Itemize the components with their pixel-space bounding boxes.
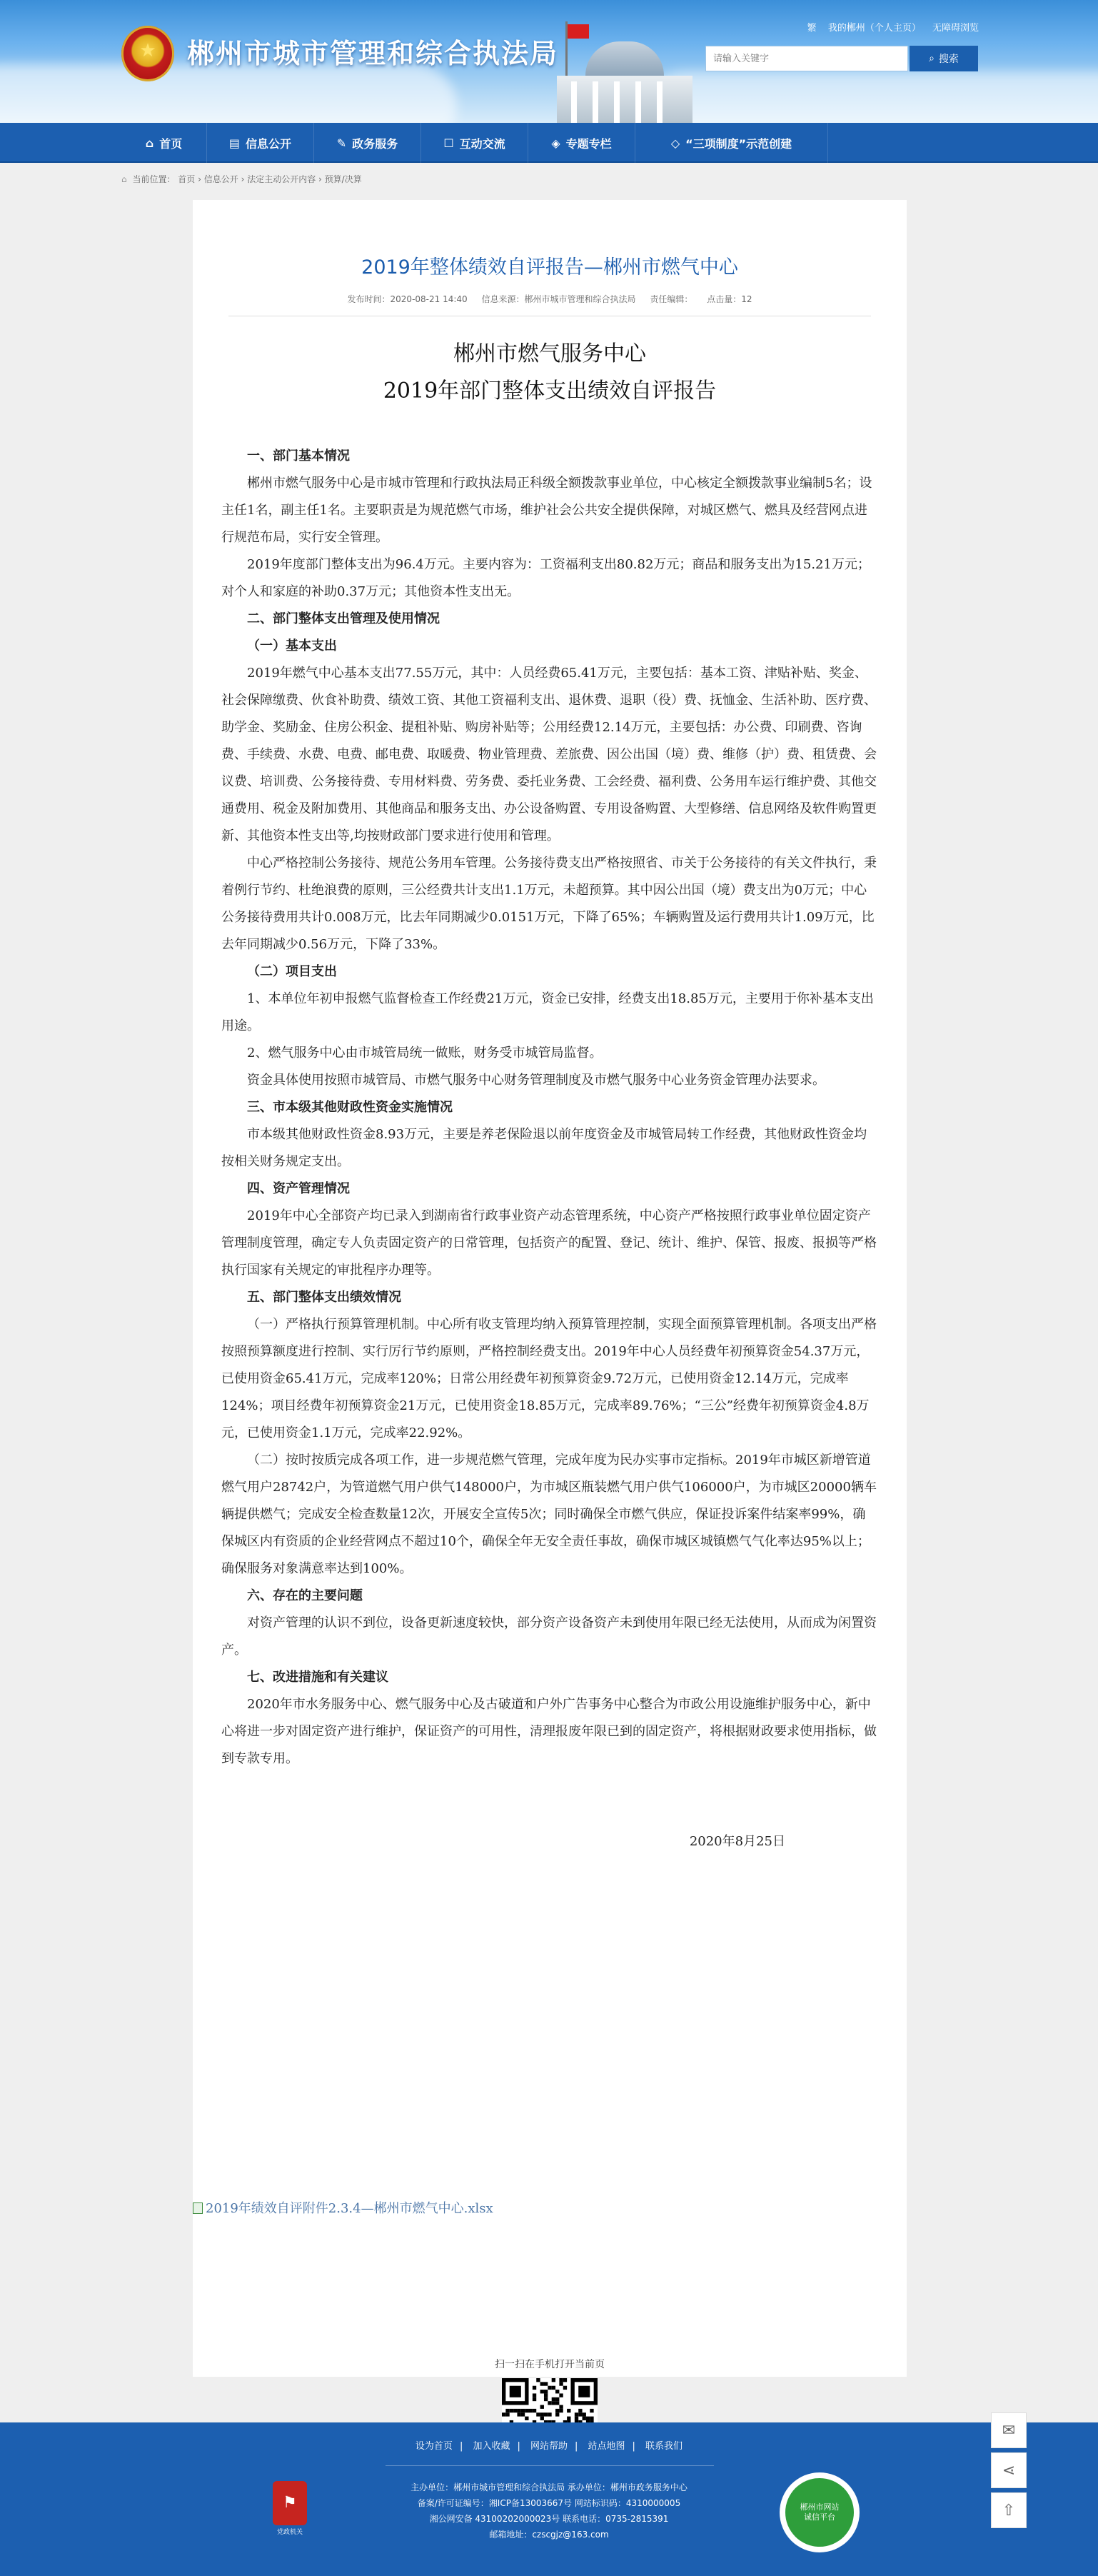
breadcrumb-home[interactable]: 首页 [178, 174, 196, 184]
section-heading: 一、部门基本情况 [247, 448, 350, 463]
date-signature: 2020年8月25日 [689, 1834, 785, 1849]
traditional-chinese-link[interactable]: 繁 [807, 23, 817, 34]
paragraph: 1、本单位年初申报燃气监督检查工作经费21万元，资金已安排，经费支出18.85万元，主要用于你补基本支出用途。 [221, 991, 874, 1033]
search-icon: ⌕ [929, 53, 935, 64]
info-source: 信息来源：郴州市城市管理和综合执法局 [481, 294, 636, 304]
nav-interaction[interactable]: ☐ 互动交流 [421, 123, 528, 163]
home-icon: ⌂ [145, 136, 154, 150]
section-heading: （一）基本支出 [247, 638, 337, 653]
footer-link-homepage[interactable]: 设为首页 [415, 2441, 453, 2452]
paragraph: 资金具体使用按照市城管局、市燃气服务中心财务管理制度及市燃气服务中心业务资金管理办法要求。 [247, 1073, 825, 1088]
section-heading: 五、部门整体支出绩效情况 [247, 1290, 401, 1305]
breadcrumb-budget[interactable]: 预算/决算 [324, 174, 362, 184]
section-heading: 三、市本级其他财政性资金实施情况 [247, 1100, 453, 1115]
paragraph: 中心严格控制公务接待、规范公务用车管理。公务接待费支出严格按照省、市关于公务接待的有关文件执行，秉着例行节约、杜绝浪费的原则，三公经费共计支出1.1万元，未超预算。其中因公出国（境）费支出为0万元；中心公务接待费用共计0.008万元，比去年同期减少0.0151万元，下降了65%；车辆购置及运行费用共计1.09万元，比去年同期减少0.56万元，下降了33%。 [221, 856, 877, 952]
integrity-badge[interactable]: 郴州市网站 诚信平台 [780, 2472, 860, 2552]
section-heading: 七、改进措施和有关建议 [247, 1670, 388, 1685]
site-header [0, 0, 1098, 123]
breadcrumb: ⌂ 当前位置： 首页 › 信息公开 › 法定主动公开内容 › 预算/决算 [121, 174, 362, 184]
publish-date: 发布时间：2020-08-21 14:40 [347, 294, 468, 304]
paragraph: （二）按时按质完成各项工作，进一步规范燃气管理，完成年度为民办实事市定指标。2019年市城区新增管道燃气用户28742户，为管道燃气用户供气148000户，为市城区瓶装燃气用户供气106000户，为市城区20000辆车辆提供燃气；完成安全检查数量12次，开展安全宣传5次；同时确保全市燃气供应，保证投诉案件结案率99%，确保城区内有资质的企业经营网点不超过10个，确保全年无安全责任事故，确保市城区城镇燃气气化率达95%以上；确保服务对象满意率达到100%。 [221, 1453, 877, 1576]
footer-link-sitemap[interactable]: 站点地图 [588, 2441, 625, 2452]
editor: 责任编辑： [650, 294, 693, 304]
paragraph: 市本级其他财政性资金8.93万元，主要是养老保险退以前年度资金及市城管局转工作经费，其他财政性资金均按相关财务规定支出。 [221, 1127, 867, 1169]
footer-link-help[interactable]: 网站帮助 [530, 2441, 568, 2452]
share-icon[interactable]: ⋖ [991, 2452, 1027, 2488]
section-heading: 二、部门整体支出管理及使用情况 [247, 611, 440, 626]
footer-links: 设为首页 | 加入收藏 | 网站帮助 | 站点地图 | 联系我们 [415, 2441, 683, 2452]
chat-icon: ☐ [443, 136, 454, 150]
building-illustration [543, 21, 707, 123]
paragraph: 2、燃气服务中心由市城管局统一做账，财务受市城管局监督。 [247, 1046, 603, 1061]
section-heading: （二）项目支出 [247, 964, 337, 979]
wechat-icon[interactable]: ✉ [991, 2412, 1027, 2448]
article-title: 2019年整体绩效自评报告—郴州市燃气中心 [361, 256, 738, 279]
article-card [193, 200, 907, 2377]
party-gov-badge[interactable]: ⚑ 党政机关 [273, 2481, 307, 2525]
layers-icon: ◇ [670, 136, 680, 150]
breadcrumb-info-public[interactable]: 信息公开 [203, 174, 238, 184]
breadcrumb-statutory[interactable]: 法定主动公开内容 [247, 174, 316, 184]
my-page-link[interactable]: 我的郴州（个人主页） [827, 23, 921, 34]
site-footer [0, 2422, 1098, 2576]
excel-file-icon [193, 2202, 203, 2214]
section-heading: 四、资产管理情况 [247, 1181, 350, 1196]
search-box [705, 46, 908, 71]
nav-info-public[interactable]: ▤ 信息公开 [207, 123, 314, 163]
footer-police: 湘公网安备 43100202000023号 联系电话：0735-2815391 [429, 2514, 669, 2524]
footer-info [0, 2480, 1098, 2542]
article-body [221, 443, 878, 1855]
footer-host: 主办单位：郴州市城市管理和综合执法局 承办单位：郴州市政务服务中心 [411, 2482, 687, 2492]
paragraph: 2019年燃气中心基本支出77.55万元，其中：人员经费65.41万元，主要包括：基本工资、津贴补贴、奖金、社会保障缴费、伙食补助费、绩效工资、其他工资福利支出、退休费、退职（役）费、抚恤金、生活补助、医疗费、助学金、奖励金、住房公积金、提租补贴、购房补贴等；公用经费12.14万元，主要包括：办公费、印刷费、咨询费、手续费、水费、电费、邮电费、取暖费、物业管理费、差旅费、因公出国（境）费、维修（护）费、租赁费、会议费、培训费、公务接待费、专用材料费、劳务费、委托业务费、工会经费、福利费、公务用车运行维护费、其他交通费用、税金及附加费用、其他商品和服务支出、办公设备购置、专用设备购置、大型修缮、信息网络及软件购置更新、其他资本性支出等,均按财政部门要求进行使用和管理。 [221, 666, 877, 843]
search-input[interactable] [706, 46, 907, 71]
site-title[interactable]: 郴州市城市管理和综合执法局 [187, 37, 559, 69]
attachment-link[interactable]: 2019年绩效自评附件2.3.4—郴州市燃气中心.xlsx [193, 2198, 493, 2217]
document-icon: ▤ [228, 136, 241, 150]
section-heading: 六、存在的主要问题 [247, 1588, 363, 1603]
edit-icon: ✎ [336, 136, 347, 150]
doc-title-line2: 2019年部门整体支出绩效自评报告 [383, 379, 717, 404]
side-tools [991, 2412, 1027, 2532]
search-button[interactable]: ⌕ 搜索 [910, 46, 978, 71]
doc-title-line1: 郴州市燃气服务中心 [453, 341, 646, 366]
qr-label: 扫一扫在手机打开当前页 [495, 2359, 605, 2370]
paragraph: （一）严格执行预算管理机制。中心所有收支管理均纳入预算管理控制，实现全面预算管理机制。各项支出严格按照预算额度进行控制、实行厉行节约原则，严格控制经费支出。2019年中心人员经费年初预算资金54.37万元，已使用资金65.41万元，完成率120%；日常公用经费年初预算资金9.72万元，已使用资金12.14万元，完成率124%；项目经费年初预算资金21万元，已使用资金18.85万元，完成率89.76%；“三公”经费年初预算资金4.8万元，已使用资金1.1万元，完成率22.92%。 [221, 1317, 877, 1440]
top-links [799, 20, 979, 34]
paragraph: 郴州市燃气服务中心是市城市管理和行政执法局正科级全额拨款事业单位，中心核定全额拨款事业编制5名；设主任1名，副主任1名。主要职责是为规范燃气市场，维护社会公共安全提供保障，对城区燃气、燃具及经营网点进行规范布局，实行安全管理。 [221, 476, 872, 545]
footer-link-contact[interactable]: 联系我们 [645, 2441, 683, 2452]
nav-three-systems[interactable]: ◇ “三项制度”示范创建 [635, 123, 828, 163]
hit-count: 点击量：12 [707, 294, 752, 304]
cube-icon: ◈ [551, 136, 560, 150]
footer-icp: 备案/许可证编号：湘ICP备13003667号 网站标识码：4310000005 [417, 2498, 681, 2508]
main-nav [0, 123, 1098, 163]
home-icon: ⌂ [121, 174, 127, 184]
accessibility-link[interactable]: 无障碍浏览 [932, 23, 979, 34]
nav-home[interactable]: ⌂ 首页 [121, 123, 207, 163]
paragraph: 2019年中心全部资产均已录入到湖南省行政事业资产动态管理系统，中心资产严格按照行政事业单位固定资产管理制度管理，确定专人负责固定资产的日常管理，包括资产的配置、登记、统计、维护、保管、报废、报损等严格执行国家有关规定的审批程序办理等。 [221, 1208, 877, 1278]
footer-email: 邮箱地址：czscgjz@163.com [489, 2530, 609, 2540]
back-to-top-icon[interactable]: ⇧ [991, 2492, 1027, 2528]
national-emblem-icon: ★ [121, 26, 174, 81]
paragraph: 对资产管理的认识不到位，设备更新速度较快，部分资产设备资产未到使用年限已经无法使用，从而成为闲置资产。 [221, 1615, 877, 1658]
nav-gov-service[interactable]: ✎ 政务服务 [314, 123, 421, 163]
paragraph: 2020年市水务服务中心、燃气服务中心及古破道和户外广告事务中心整合为市政公用设施维护服务中心，新中心将进一步对固定资产进行维护，保证资产的可用性，清理报废年限已到的固定资产，将根据财政要求使用指标，做到专款专用。 [221, 1697, 877, 1766]
paragraph: 2019年度部门整体支出为96.4万元。主要内容为：工资福利支出80.82万元；商品和服务支出为15.21万元；对个人和家庭的补助0.37万元；其他资本性支出无。 [221, 557, 870, 599]
footer-link-favorite[interactable]: 加入收藏 [473, 2441, 510, 2452]
nav-special-topics[interactable]: ◈ 专题专栏 [528, 123, 635, 163]
article-meta [193, 293, 907, 305]
